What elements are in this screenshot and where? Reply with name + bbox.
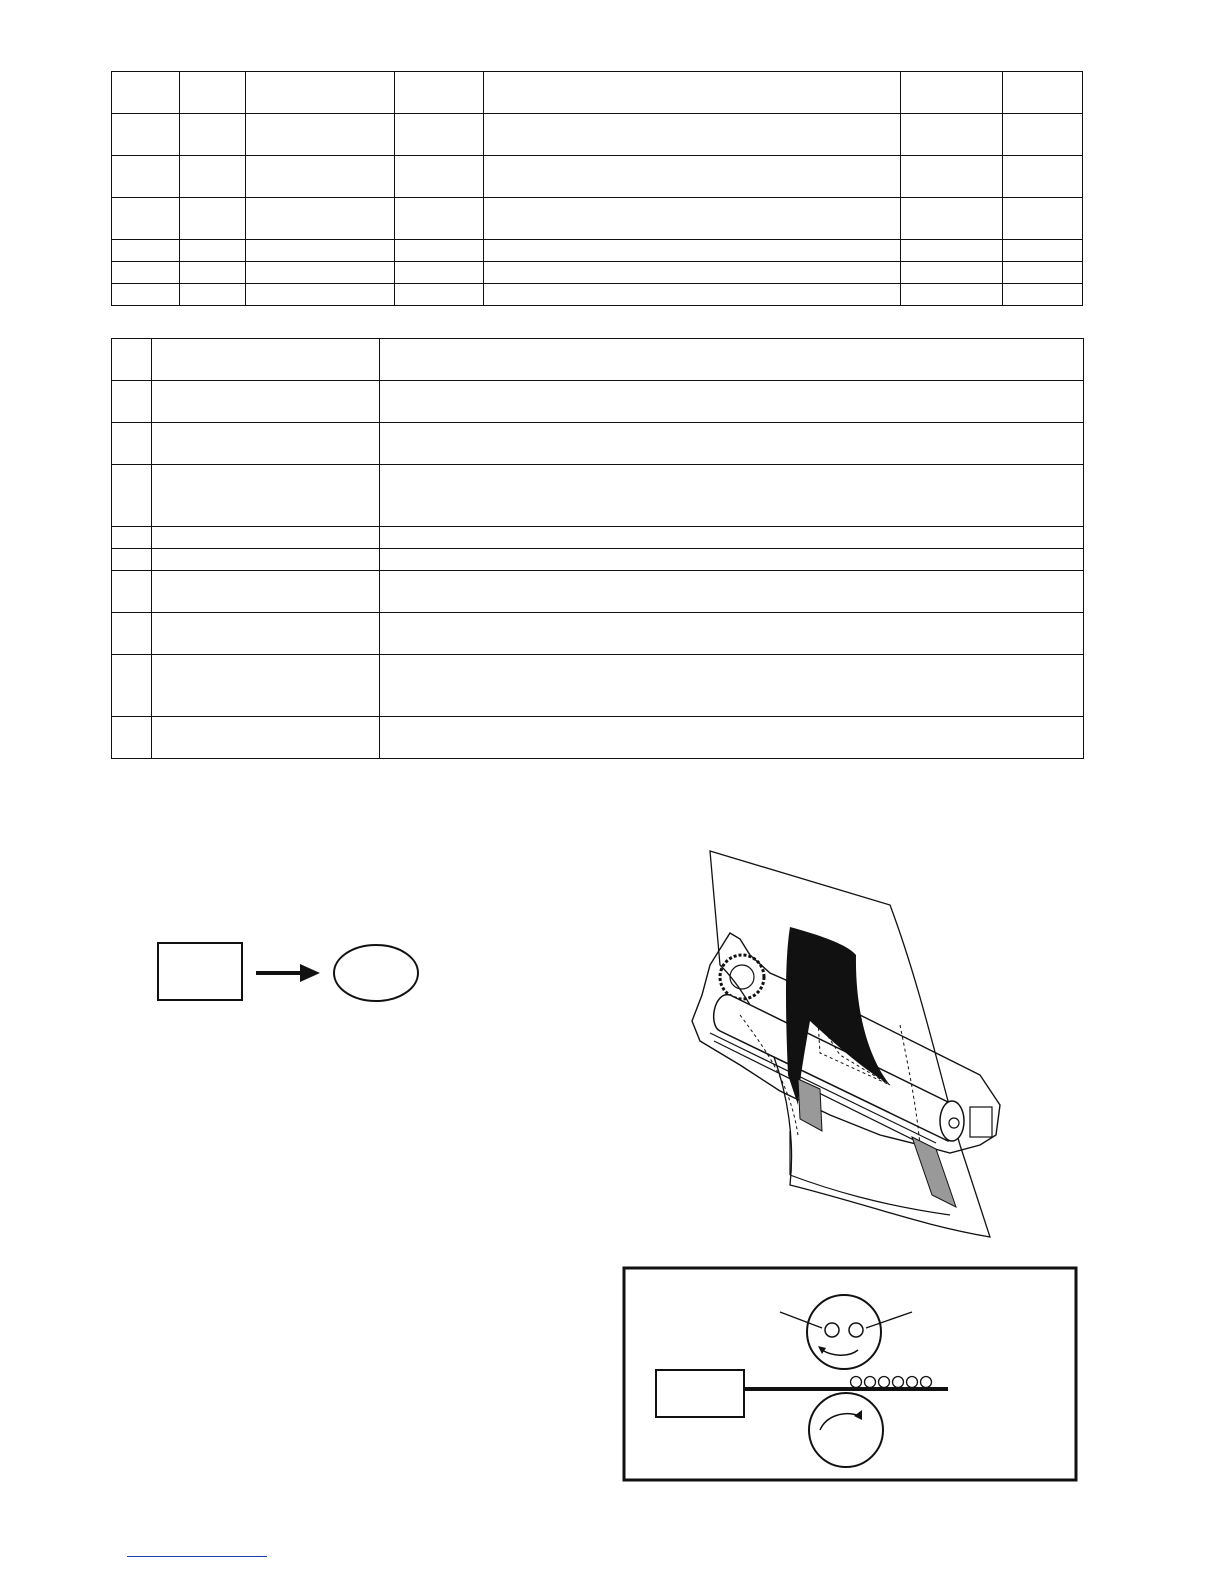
table-cell <box>152 549 380 571</box>
table-cell <box>380 613 1084 655</box>
spec-table-lower <box>111 338 1084 759</box>
table-row <box>112 72 1083 114</box>
table-cell <box>180 284 246 306</box>
table-cell <box>483 156 900 198</box>
table-cell <box>112 613 152 655</box>
table-cell <box>380 465 1084 527</box>
table-cell <box>152 465 380 527</box>
fuser-unit-illustration <box>680 845 1020 1245</box>
table-cell <box>394 284 483 306</box>
spec-table-upper <box>111 71 1083 306</box>
table-cell <box>180 114 246 156</box>
table-cell <box>483 284 900 306</box>
table-cell <box>394 198 483 240</box>
table-row <box>112 465 1084 527</box>
table-cell <box>483 198 900 240</box>
table-cell <box>152 527 380 549</box>
table-row <box>112 717 1084 759</box>
table-cell <box>180 198 246 240</box>
table-cell <box>380 571 1084 613</box>
table-row <box>112 423 1084 465</box>
table-cell <box>1002 72 1082 114</box>
table-cell <box>1002 114 1082 156</box>
table-cell <box>112 465 152 527</box>
table-row <box>112 613 1084 655</box>
table-cell <box>1002 284 1082 306</box>
table-cell <box>112 198 180 240</box>
table-cell <box>152 613 380 655</box>
table-cell <box>900 72 1002 114</box>
table-cell <box>112 423 152 465</box>
table-cell <box>112 262 180 284</box>
table-cell <box>1002 198 1082 240</box>
table-cell <box>900 156 1002 198</box>
table-row <box>112 381 1084 423</box>
table-cell <box>394 156 483 198</box>
table-cell <box>1002 262 1082 284</box>
connector-block <box>970 1107 992 1137</box>
table-row <box>112 198 1083 240</box>
flow-diagram <box>150 935 430 1015</box>
table-cell <box>483 114 900 156</box>
table-cell <box>152 655 380 717</box>
flow-ellipse <box>334 945 418 1001</box>
table-cell <box>112 339 152 381</box>
table-cell <box>246 198 394 240</box>
table-row <box>112 156 1083 198</box>
table-cell <box>112 156 180 198</box>
table-cell <box>246 262 394 284</box>
table-cell <box>394 240 483 262</box>
table-cell <box>394 72 483 114</box>
table-cell <box>180 156 246 198</box>
table-cell <box>380 717 1084 759</box>
table-row <box>112 114 1083 156</box>
flow-box <box>158 943 242 1000</box>
table-cell <box>900 240 1002 262</box>
table-cell <box>1002 156 1082 198</box>
table-cell <box>900 262 1002 284</box>
table-cell <box>380 381 1084 423</box>
table-cell <box>112 381 152 423</box>
table-cell <box>112 655 152 717</box>
table-cell <box>380 549 1084 571</box>
table-cell <box>246 156 394 198</box>
table-cell <box>152 381 380 423</box>
table-cell <box>180 72 246 114</box>
table-cell <box>483 72 900 114</box>
table-cell <box>112 571 152 613</box>
table-cell <box>246 284 394 306</box>
table-row <box>112 240 1083 262</box>
table-cell <box>112 717 152 759</box>
table-cell <box>246 72 394 114</box>
table-cell <box>152 717 380 759</box>
table-cell <box>112 284 180 306</box>
table-cell <box>380 339 1084 381</box>
table-cell <box>246 114 394 156</box>
table-cell <box>112 549 152 571</box>
table-cell <box>112 240 180 262</box>
table-cell <box>1002 240 1082 262</box>
table-cell <box>394 262 483 284</box>
table-cell <box>180 262 246 284</box>
table-cell <box>380 527 1084 549</box>
table-cell <box>246 240 394 262</box>
table-cell <box>900 198 1002 240</box>
table-cell <box>900 284 1002 306</box>
table-cell <box>900 114 1002 156</box>
table-cell <box>152 423 380 465</box>
table-cell <box>112 527 152 549</box>
table-cell <box>380 423 1084 465</box>
paper-source-box <box>656 1370 744 1417</box>
table-cell <box>483 240 900 262</box>
footer-rule <box>127 1556 267 1557</box>
table-cell <box>180 240 246 262</box>
table-cell <box>112 72 180 114</box>
fusing-principle-diagram <box>622 1266 1080 1484</box>
table-cell <box>112 114 180 156</box>
table-cell <box>483 262 900 284</box>
table-cell <box>152 571 380 613</box>
table-row <box>112 549 1084 571</box>
table-cell <box>152 339 380 381</box>
table-row <box>112 527 1084 549</box>
table-row <box>112 262 1083 284</box>
table-row <box>112 571 1084 613</box>
roller-shaft <box>949 1118 959 1128</box>
table-cell <box>394 114 483 156</box>
flow-arrowhead <box>300 964 320 982</box>
table-row <box>112 655 1084 717</box>
table-row <box>112 284 1083 306</box>
table-row <box>112 339 1084 381</box>
table-cell <box>380 655 1084 717</box>
